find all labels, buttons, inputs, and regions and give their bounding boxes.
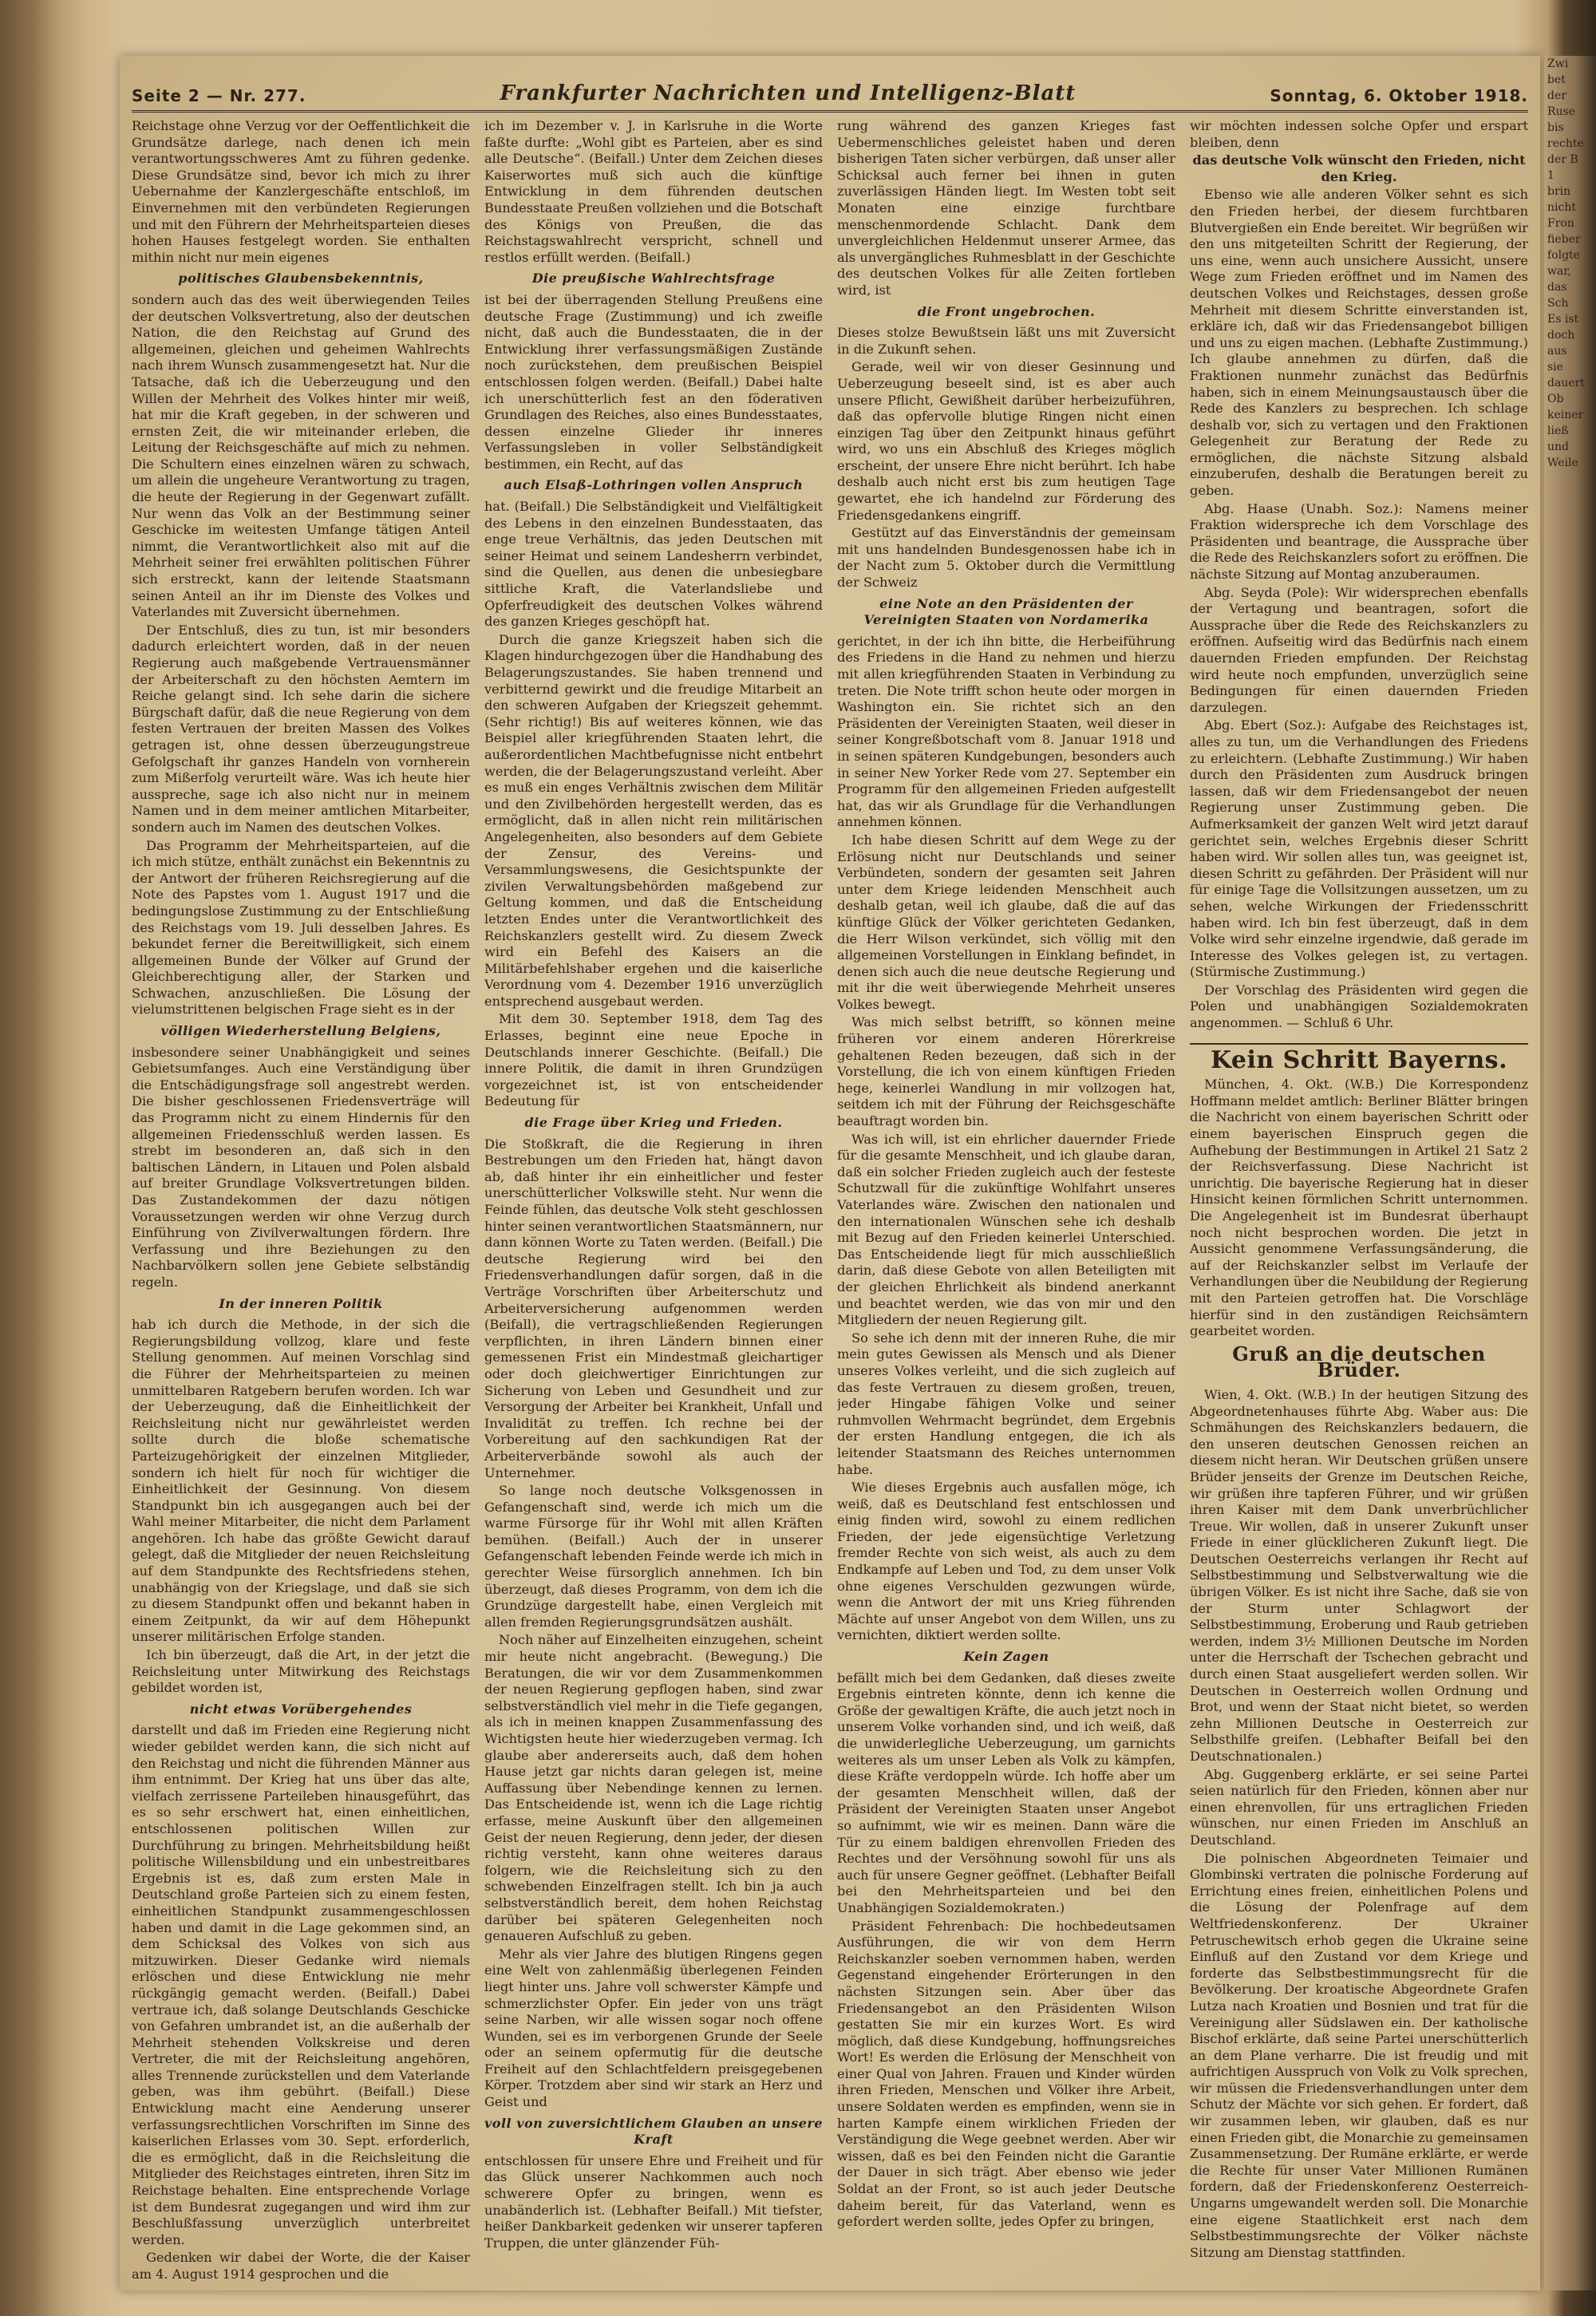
subheading: völligen Wiederherstellung Belgiens,	[160, 1023, 441, 1039]
subheading: die Front ungebrochen.	[917, 303, 1096, 319]
edge-fragment: sie	[1547, 361, 1563, 373]
subheading: Die preußische Wahlrechtsfrage	[531, 271, 776, 287]
article-columns	[132, 118, 1528, 2282]
subheading: die Frage über Krieg und Frieden.	[524, 1115, 783, 1131]
paragraph: Mehr als vier Jahre des blutigen Ringens gegen eine Welt von zahlenmäßig überlegenen Feinden liegt hinter uns. Jahre voll schwerster Kämpfe und schmerzlichster Opfer. Ein jeder von uns trägt seine Narben, wir alle wissen sogar noch offene Wunden, sei es im verborgenen Grunde der Seele oder an seinem opfermutig für die deutsche Freiheit auf den Schlachtfeldern preisgegebenen Körper. Trotzdem aber sind wir stark an Herz und Geist und	[484, 1946, 823, 2110]
page-header	[132, 70, 1528, 113]
edge-fragment: aus	[1547, 345, 1567, 358]
paragraph: Gerade, weil wir von dieser Gesinnung und Ueberzeugung beseelt sind, ist es aber auch unsere Pflicht, Gewißheit darüber herbeizuführen, daß das opfervolle blutige Ringen nicht einen einzigen Tag über den Zeitpunkt hinaus geführt wird, wo uns ein Abschluß des Krieges möglich erscheint, der unsere Ehre nicht berührt. Ich habe deshalb auch nicht erst bis zum heutigen Tage gewartet, ehe ich handelnd zur Förderung des Friedensgedankens eingriff.	[837, 359, 1175, 523]
paragraph: Präsident Fehrenbach: Die hochbedeutsamen Ausführungen, die wir von dem Herrn Reichskanzler soeben vernommen haben, werden Gegenstand eingehender Erörterungen in den nächsten Sitzungen sein. Aber über das Friedensangebot an den Präsidenten Wilson gestatten Sie mir ein kurzes Wort. Es wird möglich, daß diese Kundgebung, hoffnungsreiches Wort! Es werden die Erlösung der Menschheit von einer Qual von Jahren. Frauen und Kinder würden ihren Frieden, Menschen und Völker ihre Arbeit, unsere Soldaten werden es empfinden, wenn sie in harten Kampfe einem wirklichen Frieden der Verständigung die Wege geebnet werden. Aber wir wissen, daß es bei den Feinden nicht die Garantie der Dauer in sich trägt. Aber ebenso wie jeder Soldat an der Front, so ist auch jeder Deutsche daheim bereit, für das Vaterland, wenn es gefordert werden sollte, jedes Opfer zu bringen,	[837, 1918, 1175, 2230]
paragraph: Der Entschluß, dies zu tun, ist mir besonders dadurch erleichtert worden, daß in der neuen Regierung auch maßgebende Vertrauensmänner der Arbeiterschaft zu den höchsten Aemtern im Reiche gelangt sind. Ich sehe darin die sichere Bürgschaft dafür, daß die neue Regierung von dem festen Vertrauen der breiten Massen des Volkes getragen ist, ohne dessen überzeugungstreue Gefolgschaft ihr ganzes Handeln von vornherein zum Mißerfolg verurteilt wäre. Was ich heute hier ausspreche, sage ich also nicht nur in meinem Namen und in dem meiner amtlichen Mitarbeiter, sondern auch im Namen des deutschen Volkes.	[132, 622, 470, 835]
edge-fragment: das	[1547, 281, 1567, 294]
edge-fragment: folgte	[1547, 249, 1580, 262]
paragraph: Die polnischen Abgeordneten Teimaier und Glombinski vertraten die polnische Forderung auf Errichtung eines freien, einheitlichen Polens und die Lösung der Polenfrage auf dem Weltfriedenskonferenz. Der Ukrainer Petruschewitsch erhob gegen die Ukraine seine Einfluß auf den Zustand vor dem Kriege und forderte das Selbstbestimmungsrecht für die Bevölkerung. Der kroatische Abgeordnete Grafen Lutza nach Kroatien und Bosnien und trat für die Vereinigung aller Südslawen ein. Der katholische Bischof erklärte, daß seine Partei unerschütterlich an dem Plane verharre. Die ist freudig und mit aufrichtigen Ausspruch von Volk zu Volk sprechen, wir müssen die Friedensverhandlungen unter dem Schutz der Mächte vor sich gehen. Er fordert, daß wir zusammen leben, wir glauben, daß es nur einen Frieden gibt, die Monarchie zu gemeinsamen Zusammensetzung. Der Rumäne erklärte, er werde die Rechte für unser Vater Millionen Rumänen fordern, daß der Friedenskonferenz Oesterreich-Ungarns umgewandelt werden soll. Die Monarchie eine eigene Staatlichkeit erst nach dem Selbstbestimmungsrechte der Völker nächste Sitzung am Dienstag stattfinden.	[1190, 1850, 1528, 2260]
paragraph: Wie dieses Ergebnis auch ausfallen möge, ich weiß, daß es Deutschland fest entschlossen und einig finden wird, sowohl zu einem redlichen Frieden, der jede eigensüchtige Verletzung fremder Rechte von sich weist, als auch zu dem Endkampfe auf Leben und Tod, zu dem unser Volk ohne eigenes Verschulden gezwungen würde, wenn die Antwort der mit uns Krieg führenden Mächte auf unser Angebot von dem Willen, uns zu vernichten, diktiert werden sollte.	[837, 1480, 1175, 1643]
edge-fragment: 1	[1547, 169, 1555, 182]
edge-fragment: Zwi	[1547, 57, 1569, 70]
paragraph: Abg. Haase (Unabh. Soz.): Namens meiner Fraktion widerspreche ich dem Vorschlage des Präsidenten und beantrage, die Aussprache über die Rede des Reichskanzlers sofort zu eröffnen. Die nächste Sitzung auf Montag anzuberaumen.	[1190, 500, 1528, 583]
page-number: Seite 2 — Nr. 277.	[132, 86, 306, 105]
subheading: eine Note an den Präsidenten der Vereinigten Staaten von Nordamerika	[863, 595, 1149, 628]
edge-fragment: Ob	[1547, 393, 1564, 405]
column-4	[1190, 118, 1528, 2282]
paragraph: Mit dem 30. September 1918, dem Tag des Erlasses, beginnt eine neue Epoche in Deutschlands innerer Geschichte. (Beifall.) Die innere Politik, die damit in ihren Grundzügen vorgezeichnet ist, ist von entscheidender Bedeutung für	[484, 1011, 823, 1109]
subheading: nicht etwas Vorübergehendes	[189, 1701, 413, 1717]
edge-fragment: bet	[1547, 73, 1566, 86]
paragraph: Ebenso wie alle anderen Völker sehnt es sich den Frieden herbei, der diesem furchtbaren Blutvergießen ein Ende bereitet. Wir begrüßen wir den uns mitgeteilten Schritt der Regierung, der uns eine, wenn auch unsichere Aussicht, unsere Wege zum Frieden eröffnet und im Namen des deutschen Volkes und Reichstages, dessen große Mehrheit mit diesem Schritte einverstanden ist, erkläre ich, daß wir das Friedensangebot billigen und uns zu eigen machen. (Lebhafte Zustimmung.) Ich glaube annehmen zu dürfen, daß die Fraktionen nunmehr zunächst das Bedürfnis haben, sich in einem Meinungsaustausch über die Rede des Kanzlers zu besprechen. Ich schlage deshalb vor, sich zu vertagen und den Fraktionen Gelegenheit zur Beratung der Rede zu ermöglichen, die nächste Sitzung alsbald einzuberufen, deshalb die Beratungen bereit zu geben.	[1190, 187, 1528, 499]
paragraph: Reichstage ohne Verzug vor der Oeffentlichkeit die Grundsätze darlege, nach denen ich mein verantwortungsschweres Amt zu führen gedenke. Diese Grundsätze sind, bevor ich mich zu ihrer Uebernahme der Kanzlergeschäfte entschloß, im Einvernehmen mit den verbündeten Regierungen und mit den Führern der Mehrheitsparteien dieses hohen Hauses festgelegt worden. Sie enthalten mithin nicht nur mein eigenes	[132, 118, 470, 265]
edge-fragment: dauert	[1547, 377, 1585, 389]
paragraph: Das Programm der Mehrheitsparteien, auf die ich mich stütze, enthält zunächst ein Bekenntnis zu der Antwort der früheren Reichsregierung auf die Note des Papstes vom 1. August 1917 und die bedingungslose Zustimmung zu der Entschließung des Reichstags vom 19. Juli desselben Jahres. Es bekundet ferner die Bereitwilligkeit, sich einem allgemeinen Bunde der Völker auf Grund der Gleichberechtigung aller, der Starken und Schwachen, anzuschließen. Die Lösung der vielumstrittenen belgischen Frage sieht es in der	[132, 837, 470, 1018]
paragraph: Durch die ganze Kriegszeit haben sich die Klagen hindurchgezogen über die Handhabung des Belagerungszustandes. Sie haben trennend und verbitternd gewirkt und die freudige Mitarbeit an den schweren Aufgaben der Kriegszeit gehemmt. (Sehr richtig!) Bis auf weiteres können, wie das Beispiel aller kriegführenden Staaten lehrt, die außerordentlichen Machtbefugnisse nicht entbehrt werden, die der Belagerungszustand verleiht. Aber es muß ein enges Verhältnis zwischen dem Militär und den Zivilbehörden hergestellt werden, das es ermöglicht, daß in allen nicht rein militärischen Angelegenheiten, also besonders auf dem Gebiete der Zensur, des Vereins- und Versammlungswesens, die Gesichtspunkte der zivilen Verwaltungsbehörden maßgebend zur Geltung kommen, und daß die Entscheidung letzten Endes unter die Verantwortlichkeit des Reichskanzlers gestellt wird. Zu diesem Zweck wird ein Befehl des Kaisers an die Militärbefehlshaber ergehen und die kaiserliche Verordnung vom 4. Dezember 1916 unverzüglich entsprechend ausgebaut werden.	[484, 631, 823, 1009]
edge-fragment: Es ist	[1547, 313, 1579, 326]
subheading: auch Elsaß-Lothringen vollen Anspruch	[504, 477, 804, 493]
paragraph: rung während des ganzen Krieges fast Uebermenschliches geleistet haben und deren bisherigen Taten sicher verbürgen, daß unser aller Schicksal auch ferner bei ihnen in guten zuverlässigen Händen liegt. Im Westen tobt seit Monaten eine einzige furchtbare menschenmordende Schlacht. Dank dem unvergleichlichen Heldenmut unserer Armee, das als unvergängliches Ruhmesblatt in der Geschichte des deutschen Volkes für alle Zeiten fortleben wird, ist	[837, 118, 1175, 298]
edge-fragment: Ruse	[1547, 105, 1576, 118]
paragraph: So sehe ich denn mit der inneren Ruhe, die mir mein gutes Gewissen als Mensch und als Diener unseres Volkes verleiht, und die sich zugleich auf das feste Vertrauen zu diesem großen, treuen, jeder Hingabe fähigen Volke und seiner ruhmvollen Wehrmacht begründet, dem Ergebnis der ersten Handlung entgegen, die ich als leitender Staatsmann des Reiches unternommen habe.	[837, 1330, 1175, 1477]
column-2	[484, 118, 823, 2282]
paragraph: befällt mich bei dem Gedanken, daß dieses zweite Ergebnis eintreten könnte, denn ich kenne die Größe der gewaltigen Kräfte, die auch jetzt noch in unserem Volke vorhanden sind, und ich weiß, daß die unwiderlegliche Ueberzeugung, um garnichts weiteres als um unser Leben als Volk zu kämpfen, diese Kräfte verdoppeln würde. Ich hoffe aber um der gesamten Menschheit willen, daß der Präsident der Vereinigten Staaten unser Angebot so aufnimmt, wie wir es meinen. Dann wäre die Tür zu einem baldigen ehrenvollen Frieden des Rechtes und der Versöhnung sowohl für uns als auch für unsere Gegner geöffnet. (Lebhafter Beifall bei den Mehrheitsparteien und bei den Unabhängigen Sozialdemokraten.)	[837, 1670, 1175, 1915]
paragraph: Die Stoßkraft, die die Regierung in ihren Bestrebungen um den Frieden hat, hängt davon ab, daß hinter ihr ein einheitlicher und fester unerschütterlicher Volkswille steht. Nur wenn die Feinde fühlen, das deutsche Volk steht geschlossen hinter seinen verantwortlichen Staatsmännern, nur dann können Worte zu Taten werden. (Beifall.) Die deutsche Regierung wird bei den Friedensverhandlungen dafür sorgen, daß in die Verträge Vorschriften über Arbeiterschutz und Arbeiterversicherung aufgenommen werden (Beifall), die vertragschließenden Regierungen verpflichten, in ihren Ländern binnen einer gemessenen Frist ein Mindestmaß gleichartiger oder doch gleichwertiger Einrichtungen zur Sicherung von Leben und Gesundheit und zur Versorgung der Arbeiter bei Krankheit, Unfall und Invalidität zu treffen. Ich rechne bei der Vorbereitung auf den sachkundigen Rat der Arbeiterverbände sowohl als auch der Unternehmer.	[484, 1136, 823, 1480]
paragraph: Gedenken wir dabei der Worte, die der Kaiser am 4. August 1914 gesprochen und die	[132, 2250, 470, 2282]
paragraph: Gestützt auf das Einverständnis der gemeinsam mit uns handelnden Bundesgenossen habe ich in der Nacht zum 5. Oktober durch die Vermittlung der Schweiz	[837, 525, 1175, 591]
paragraph: ist bei der überragenden Stellung Preußens eine deutsche Frage (Zustimmung) und ich zweifle nicht, daß auch die Bundesstaaten, die in der Entwicklung ihrer verfassungsmäßigen Zustände noch zurückstehen, dem preußischen Beispiel entschlossen folgen werden. (Beifall.) Dabei halte ich unerschütterlich fest an den föderativen Grundlagen des Reiches, also eines Bundesstaates, dessen einzelne Glieder ihr inneres Verfassungsleben in voller Selbständigkeit bestimmen, ein Recht, auf das	[484, 291, 823, 472]
newspaper-title: Frankfurter Nachrichten und Intelligenz-Blatt	[500, 81, 1077, 105]
edge-fragment: fieber	[1547, 233, 1581, 246]
paragraph: hat. (Beifall.) Die Selbständigkeit und Vielfältigkeit des Lebens in den einzelnen Bundesstaaten, das enge treue Verhältnis, das jeden Deutschen mit seiner Heimat und seinem Landesherrn verbindet, sind die Quellen, aus denen die unbesiegbare sittliche Kraft, die Vaterlandsliebe und Opferfreudigkeit des deutschen Volkes während des ganzen Krieges geschöpft hat.	[484, 499, 823, 630]
edge-fragment: ließ	[1547, 425, 1569, 437]
issue-date: Sonntag, 6. Oktober 1918.	[1270, 86, 1528, 105]
paragraph: Abg. Guggenberg erklärte, er sei seine Partei seien natürlich für den Frieden, können aber nur einen ehrenvollen, für uns ertraglichen Frieden wünschen, nur einen Frieden im Anschluß an Deutschland.	[1190, 1766, 1528, 1848]
edge-fragment: und	[1547, 441, 1569, 453]
paragraph: hab ich durch die Methode, in der sich die Regierungsbildung vollzog, klare und feste Stellung genommen. Auf meinen Vorschlag sind die Führer der Mehrheitsparteien zu meinen unmittelbaren Ratgebern berufen worden. Ich war der Ueberzeugung, daß die Einheitlichkeit der Reichsleitung nicht nur gewährleistet werden sollte durch die bloße schematische Parteizugehörigkeit der einzelnen Mitglieder, sondern ich hielt für noch für wichtiger die Einheitlichkeit der Gesinnung. Von diesem Standpunkt bin ich ausgegangen auch bei der Wahl meiner Mitarbeiter, die nicht dem Parlament angehören. Ich habe das größte Gewicht darauf gelegt, daß die Mitglieder der neuen Reichsleitung auf dem Standpunkte des Rechtsfriedens stehen, unabhängig von der Kriegslage, und daß sie sich zu diesem Standpunkt offen und bekannt haben in einem Zeitpunkt, da wir auf dem Höhepunkt unserer militärischen Erfolge standen.	[132, 1317, 470, 1645]
edge-fragment: der B	[1547, 153, 1578, 166]
subheading: Kein Zagen	[963, 1649, 1049, 1665]
edge-fragment: Weile	[1547, 456, 1578, 469]
paragraph: Was mich selbst betrifft, so können meine früheren vor einem anderen Hörerkreise gehaltenen Reden bezeugen, daß sich in der Vorstellung, die ich von einem künftigen Frieden hege, keinerlei Wandlung in mir vollzogen hat, seitdem ich mit der Führung der Reichsgeschäfte beauftragt worden bin.	[837, 1014, 1175, 1129]
subheading: politisches Glaubensbekenntnis,	[178, 271, 424, 287]
paragraph: ich im Dezember v. J. in Karlsruhe in die Worte faßte durfte: „Wohl gibt es Parteien, aber es sind alle Deutsche“. (Beifall.) Unter dem Zeichen dieses Kaiserwortes muß sich auch die künftige Entwicklung in dem führenden deutschen Bundesstaate Preußen vollziehen und die Botschaft des Königs von Preußen, die das Reichstagswahlrecht verspricht, schnell und restlos erfüllt werden. (Beifall.)	[484, 118, 823, 265]
paragraph: wir möchten indessen solche Opfer und erspart bleiben, denn	[1190, 118, 1528, 150]
paragraph: Ich bin überzeugt, daß die Art, in der jetzt die Reichsleitung unter Mitwirkung des Reichstags gebildet worden ist,	[132, 1647, 470, 1696]
subheading: voll von zuversichtlichem Glauben an unsere Kraft	[484, 2115, 823, 2148]
paragraph: So lange noch deutsche Volksgenossen in Gefangenschaft sind, werde ich mich um die warme Fürsorge für ihr Wohl mit allen Kräften bemühen. (Beifall.) Auch der in unserer Gefangenschaft lebenden Feinde werde ich mich in gerechter Weise fürsorglich annehmen. Ich bin überzeugt, daß dieses Programm, von dem ich die Grundzüge dargestellt habe, einen Vergleich mit allen fremden Regierungsgrundsätzen aushält.	[484, 1483, 823, 1630]
paragraph: Abg. Seyda (Pole): Wir widersprechen ebenfalls der Vertagung und beantragen, sofort die Aussprache über die Rede des Reichskanzlers zu eröffnen. Aufseitig wird das Bedürfnis nach einem dauernden Frieden empfunden. Der Reichstag wird heute noch empfunden, unverzüglich seine Bedingungen für einen dauernden Frieden darzulegen.	[1190, 584, 1528, 715]
paragraph: entschlossen für unsere Ehre und Freiheit und für das Glück unserer Nachkommen auch noch schwerere Opfer zu bringen, wenn es unabänderlich ist. (Lebhafter Beifall.) Mit tiefster, heißer Dankbarkeit gedenken wir unserer tapferen Truppen, die unter glänzender Füh-	[484, 2152, 823, 2251]
edge-fragment: bis	[1547, 121, 1564, 134]
edge-fragment: war,	[1547, 265, 1571, 278]
section-headline: Gruß an die deutschen Brüder.	[1232, 1342, 1486, 1382]
paragraph: München, 4. Okt. (W.B.) Die Korrespondenz Hoffmann meldet amtlich: Berliner Blätter bringen die Nachricht von einem bayerischen Schritt oder einem bayerischen Einspruch gegen die Aufhebung der Bestimmungen in Artikel 21 Satz 2 der Reichsverfassung. Diese Nachricht ist unrichtig. Die bayerische Regierung hat in dieser Hinsicht keinen förmlichen Schritt unternommen. Die Angelegenheit ist im Bundesrat überhaupt noch nicht besprochen worden. Die jetzt in Aussicht genommene Verfassungsänderung, die auf der Reichskanzler selbst im Verlaufe der Verhandlungen über die Neubildung der Regierung mit den Parteien getroffen hat. Die Vorschläge hierfür sind in den zuständigen Reichsämtern gearbeitet worden.	[1190, 1077, 1528, 1339]
paragraph: Der Vorschlag des Präsidenten wird gegen die Polen und unabhängigen Sozialdemokraten angenommen. — Schluß 6 Uhr.	[1190, 982, 1528, 1031]
paragraph: gerichtet, in der ich ihn bitte, die Herbeiführung des Friedens in die Hand zu nehmen und hierzu mit allen kriegführenden Staaten in Verbindung zu treten. Die Note trifft schon heute oder morgen in Washington ein. Sie richtet sich an den Präsidenten der Vereinigten Staaten, weil dieser in seiner Kongreßbotschaft vom 8. Januar 1918 und in seinen späteren Kundgebungen, besonders auch in seiner New Yorker Rede vom 27. September ein Programm für den allgemeinen Frieden aufgestellt hat, das wir als Grundlage für die Verhandlungen annehmen können.	[837, 633, 1175, 830]
edge-fragment: rechte	[1547, 137, 1584, 150]
emphasis-line: das deutsche Volk wünscht den Frieden, nicht den Krieg.	[1192, 152, 1526, 184]
paragraph: Noch näher auf Einzelheiten einzugehen, scheint mir heute nicht angebracht. (Bewegung.) Die Beratungen, die wir vor dem Zusammenkommen der neuen Regierung gepflogen haben, sind zwar selbstverständlich viel mehr in die Tiefe gegangen, als ich in meinen knappen Zusammenfassung des Wichtigsten heute hier wiederzugeben vermag. Ich glaube aber andererseits auch, daß dem hohen Hause jetzt gar nichts daran gelegen ist, meine Auffassung über Nebendinge kennen zu lernen. Das Entscheidende ist, wenn ich die Lage richtig erfasse, meine Auskunft über den allgemeinen Geist der neuen Regierung, denn jeder, der diesen richtig versteht, kann ohne weiteres daraus folgern, wie die Reichsleitung sich zu den schwebenden Einzelfragen stellt. Ich bin ja auch selbstverständlich bereit, dem hohen Reichstag darüber bei späteren Gelegenheiten noch genaueren Aufschluß zu geben.	[484, 1632, 823, 1944]
edge-fragment: Sch	[1547, 297, 1569, 310]
edge-fragment: keiner	[1547, 409, 1584, 421]
paragraph: darstellt und daß im Frieden eine Regierung nicht wieder gebildet werden kann, die sich nicht auf den Reichstag und nicht die führenden Männer aus ihm entnimmt. Der Krieg hat uns über das alte, vielfach zerrissene Parteileben hinausgeführt, das es so sehr erschwert hat, einen einheitlichen, entschlossenen politischen Willen zur Durchführung zu bringen. Mehrheitsbildung heißt politische Willensbildung und ein unbestreitbares Ergebnis ist es, daß zum ersten Male in Deutschland große Parteien sich zu einem festen, einheitlichen Standpunkt zusammengeschlossen haben und damit in die Lage gekommen sind, an dem Schicksal des Volkes von sich aus mitzuwirken. Dieser Gedanke wird niemals erlöschen und diese Entwicklung nie mehr rückgängig gemacht werden. (Beifall.) Dabei vertraue ich, daß solange Deutschlands Geschicke von Gefahren umbrandet ist, an die außerhalb der Mehrheit stehenden Volkskreise und deren Vertreter, die mit der Reichsleitung angehören, alles Trennende zurückstellen und dem Vaterlande geben, was ihm gebührt. (Beifall.) Diese Entwicklung macht eine Aenderung unserer verfassungsrechtlichen Vorschriften im Sinne des kaiserlichen Erlasses vom 30. Sept. erforderlich, die es ermöglicht, daß in die Reichsleitung die Mitglieder des Reichstages eintreten, ihren Sitz im Reichstage behalten. Eine entsprechende Vorlage ist dem Bundesrat zugegangen und wird ihm zur Beschlußfassung unverzüglich unterbreitet werden.	[132, 1722, 470, 2247]
newspaper-page	[120, 56, 1540, 2290]
column-3	[837, 118, 1175, 2282]
column-1	[132, 118, 470, 2282]
paragraph: Wien, 4. Okt. (W.B.) In der heutigen Sitzung des Abgeordnetenhauses führte Abg. Waber aus: Die Schmähungen des Reichskanzlers bedauern, die den unseren deutschen Genossen reichen an diesem nicht heran. Wir Deutschen grüßen unsere Brüder jenseits der Grenze im Deutschen Reiche, wir grüßen ihre tapferen Führer, und wir grüßen ihren Kaiser mit dem Dank unverbrüchlicher Treue. Wir wollen, daß in unserer Zukunft unser Friede in einer glücklicheren Zukunft liegt. Die Deutschen Oesterreichs verlangen ihr Recht auf Selbstbestimmung und Selbstverwaltung wie die übrigen Völker. Es ist nicht ihre Sache, daß sie von der Sturm unter Schlagwort der Selbstbestimmung, Eroberung und Raub getrieben werden, indem 3½ Millionen Deutsche im Norden unter die Herrschaft der Tschechen gebracht und durch einen Staat ausgeliefert werden sollen. Wir Deutschen in Oesterreich wollen Ordnung und Brot, und wenn der Staat nicht bietet, so werden zehn Millionen Deutsche in Oesterreich zur Selbsthilfe greifen. (Lebhafter Beifall bei den Deutschnationalen.)	[1190, 1386, 1528, 1764]
section-headline: Kein Schritt Bayerns.	[1190, 1043, 1528, 1069]
paragraph: sondern auch das des weit überwiegenden Teiles der deutschen Volksvertretung, also der deutschen Nation, die den Reichstag auf Grund des allgemeinen, gleichen und geheimen Wahlrechts nach ihrem Wunsch zusammengesetzt hat. Nur die Tatsache, daß ich die Ueberzeugung und den Willen der Mehrheit des Volkes hinter mir weiß, hat mir die Kraft gegeben, in der schweren und ernsten Zeit, die wir miteinander erleben, die Leitung der Reichsgeschäfte auf mich zu nehmen. Die Schultern eines einzelnen wären zu schwach, um allein die ungeheure Verantwortung zu tragen, die heute der Regierung in der Gegenwart zufällt. Nur wenn das Volk an der Bestimmung seiner Geschicke im weitesten Umfange tätigen Anteil nimmt, die Verantwortlichkeit also mit auf die Mehrheit seiner frei erwählten politischen Führer sich erstreckt, kann der leitende Staatsmann seinen Anteil an ihr im Dienste des Volkes und Vaterlandes mit Zuversicht übernehmen.	[132, 291, 470, 620]
paragraph: Was ich will, ist ein ehrlicher dauernder Friede für die gesamte Menschheit, und ich glaube daran, daß ein solcher Frieden zugleich auch der festeste Schutzwall für die zukünftige Wohlfahrt unseres Vaterlandes wäre. Zwischen den nationalen und den internationalen Wünschen sehe ich deshalb mit Bezug auf den Frieden keinerlei Unterschied. Das Entscheidende liegt für mich ausschließlich darin, daß diese Gebote von allen Beteiligten mit der gleichen Ehrlichkeit als bindend anerkannt und beachtet werden, wie das von mir und den Mitgliedern der neuen Regierung gilt.	[837, 1131, 1175, 1328]
edge-fragment: nicht	[1547, 201, 1576, 214]
paragraph: insbesondere seiner Unabhängigkeit und seines Gebietsumfanges. Auch eine Verständigung über die Entschädigungsfrage soll angestrebt werden. Die bisher geschlossenen Friedensverträge will das Programm nicht zu einem Hindernis für den allgemeinen Friedensschluß werden lassen. Es strebt im besonderen an, daß sich in den baltischen Ländern, in Litauen und Polen alsbald auf breiter Grundlage Volksvertretungen bilden. Das Zustandekommen der dazu nötigen Voraussetzungen werden wir ohne Verzug durch Einführung von Zivilverwaltungen fördern. Ihre Verfassung und ihre Beziehungen zu den Nachbarvölkern sollen jene Gebiete selbständig regeln.	[132, 1044, 470, 1290]
next-page-edge	[1544, 56, 1596, 2290]
paragraph: Abg. Ebert (Soz.): Aufgabe des Reichstages ist, alles zu tun, um die Verhandlungen des Friedens zu erleichtern. (Lebhafte Zustimmung.) Wir haben durch den Präsidenten zum Ausdruck bringen lassen, daß wir dem Friedensangebot der neuen Regierung unser Zustimmung geben. Die Aufmerksamkeit der ganzen Welt wird jetzt darauf gerichtet sein, welches Ergebnis dieser Schritt haben wird. Wir sollen alles tun, was geeignet ist, diesen Schritt zu gefährden. Der Präsident will nur für einige Tage die Vollsitzungen aussetzen, um zu sehen, welche Wirkungen der Friedensschritt haben wird. Ich bin fest überzeugt, daß in dem Volke wird sehr einzelne irgendwie, daß gerade im Interesse des Volkes gelegen ist, zu vertagen. (Stürmische Zustimmung.)	[1190, 717, 1528, 980]
paragraph: Ich habe diesen Schritt auf dem Wege zu der Erlösung nicht nur Deutschlands und seiner Verbündeten, sondern der gesamten seit Jahren unter dem Kriege leidenden Menschheit auch deshalb getan, weil ich glaube, daß die auf das künftige Glück der Völker gerichteten Gedanken, die Herr Wilson verkündet, sich völlig mit den allgemeinen Vorstellungen in Einklang befindet, in denen sich auch die neue deutsche Regierung und mit ihr die weit überwiegende Mehrheit unseres Volkes bewegt.	[837, 832, 1175, 1012]
subheading: In der inneren Politik	[219, 1295, 383, 1311]
edge-fragment: doch	[1547, 329, 1575, 342]
edge-fragment: der	[1547, 89, 1566, 102]
paragraph: Dieses stolze Bewußtsein läßt uns mit Zuversicht in die Zukunft sehen.	[837, 325, 1175, 357]
edge-fragment: brin	[1547, 185, 1571, 198]
edge-fragment: Fron	[1547, 217, 1574, 230]
